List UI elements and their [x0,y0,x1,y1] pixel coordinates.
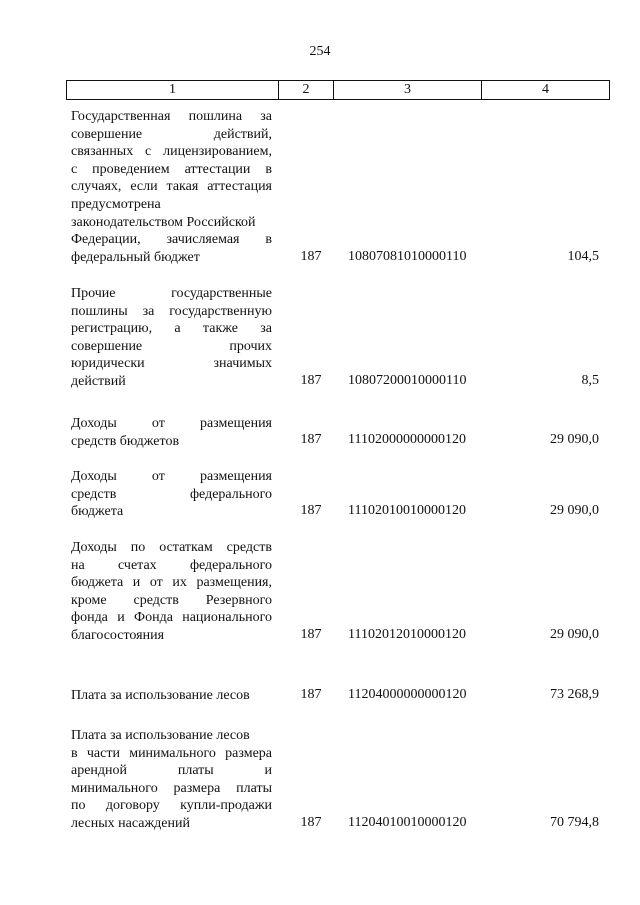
desc-line: Прочие государственные [71,286,272,301]
admin-code: 187 [300,373,322,388]
desc-line: бюджета [71,504,124,520]
row-description [71,285,272,391]
admin-code: 187 [300,432,322,447]
desc-line: Плата за использование лесов [71,728,250,743]
desc-line: благосостояния [71,627,165,643]
desc-line: средств бюджетов [71,433,180,449]
amount-value: 104,5 [567,249,599,264]
header-col-3: 3 [334,81,482,99]
admin-code: 187 [300,687,322,702]
kbk-code: 11204010010000120 [348,815,467,830]
desc-line: пошлины за государственную [71,303,272,319]
desc-line: Плата за использование лесов [71,688,250,703]
desc-line: Федерации, зачисляемая в [71,232,272,248]
desc-line: случаях, если такая аттестация [71,179,272,195]
admin-code: 187 [300,627,322,642]
row-description [71,687,272,705]
desc-line: законодательством Российской [71,214,256,230]
header-col-1: 1 [67,81,279,99]
row-description [71,108,272,266]
desc-line: кроме средств Резервного [71,592,272,608]
amount-value: 8,5 [581,373,599,388]
kbk-code: 10807200010000110 [348,373,467,388]
desc-line: Доходы от размещения [71,416,272,431]
kbk-code: 11102010010000120 [348,503,466,518]
desc-line: Государственная пошлина за [71,109,272,124]
page-number: 254 [309,44,331,59]
desc-line: средств федерального [71,486,272,502]
desc-line: бюджета и от их размещения, [71,575,272,591]
desc-line: на счетах федерального [71,557,272,573]
header-col-2: 2 [279,81,334,99]
kbk-code: 11102012010000120 [348,627,466,642]
desc-line: совершение прочих [71,338,272,354]
row-description [71,415,272,450]
header-col-4: 4 [542,82,549,97]
desc-line: федеральный бюджет [71,249,200,265]
desc-line: лесных насаждений [71,815,190,831]
row-description [71,468,272,521]
row-description [71,539,272,645]
desc-line: действий [71,373,126,389]
table-header [66,80,610,100]
amount-value: 70 794,8 [550,815,599,830]
amount-value: 29 090,0 [550,503,599,518]
kbk-code: 11102000000000120 [348,432,466,447]
desc-line: Доходы от размещения [71,469,272,484]
desc-line: предусмотрена [71,196,161,212]
row-description [71,727,272,833]
amount-value: 73 268,9 [550,687,599,702]
desc-line: в части минимального размера [71,745,272,761]
desc-line: регистрацию, а также за [71,321,272,337]
desc-line: связанных с лицензированием, [71,144,272,160]
kbk-code: 11204000000000120 [348,687,467,702]
desc-line: арендной платы и [71,763,272,779]
desc-line: минимального размера платы [71,780,272,796]
desc-line: совершение действий, [71,126,272,142]
amount-value: 29 090,0 [550,432,599,447]
amount-value: 29 090,0 [550,627,599,642]
desc-line: юридически значимых [71,356,272,372]
desc-line: с проведением аттестации в [71,161,272,177]
admin-code: 187 [300,503,322,518]
admin-code: 187 [300,249,322,264]
kbk-code: 10807081010000110 [348,249,467,264]
desc-line: Доходы по остаткам средств [71,540,272,555]
desc-line: по договору купли-продажи [71,798,272,814]
desc-line: фонда и Фонда национального [71,610,272,626]
admin-code: 187 [300,815,322,830]
